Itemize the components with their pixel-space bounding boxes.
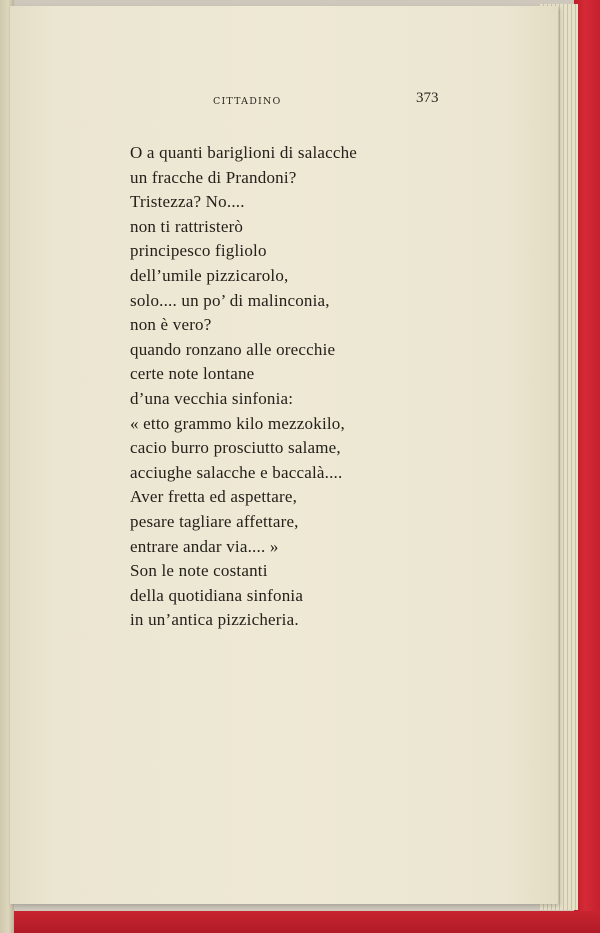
poem-line: solo.... un po’ di malinconia,: [130, 290, 330, 310]
poem-line: non è vero?: [130, 315, 212, 335]
running-title: CITTADINO: [213, 96, 282, 107]
page-number: 373: [416, 90, 439, 106]
poem-line: Aver fretta ed aspettare,: [130, 487, 298, 507]
poem-line: certe note lontane: [130, 364, 255, 384]
poem-line: principesco figliolo: [130, 241, 267, 261]
poem-line: dell’umile pizzicarolo,: [130, 265, 289, 285]
book-cover-bottom: [0, 911, 600, 933]
poem-line: « etto grammo kilo mezzokilo,: [130, 413, 345, 433]
poem-text: [130, 141, 357, 633]
poem-line: Son le note costanti: [130, 561, 268, 581]
poem-line: cacio burro prosciutto salame,: [130, 438, 341, 458]
poem-line: O a quanti bariglioni di salacche: [130, 143, 358, 162]
poem-line: Tristezza? No....: [130, 192, 245, 212]
poem-line: un fracche di Prandoni?: [130, 167, 297, 187]
poem-line: d’una vecchia sinfonia:: [130, 388, 294, 408]
poem-line: entrare andar via.... »: [130, 536, 279, 556]
poem-line: della quotidiana sinfonia: [130, 585, 304, 605]
poem-line: quando ronzano alle orecchie: [130, 339, 336, 359]
poem-line: non ti rattristerò: [130, 216, 244, 236]
poem-line: acciughe salacche e baccalà....: [130, 462, 343, 482]
poem-line: in un’antica pizzicheria.: [130, 610, 299, 630]
poem-line: pesare tagliare affettare,: [130, 511, 299, 531]
